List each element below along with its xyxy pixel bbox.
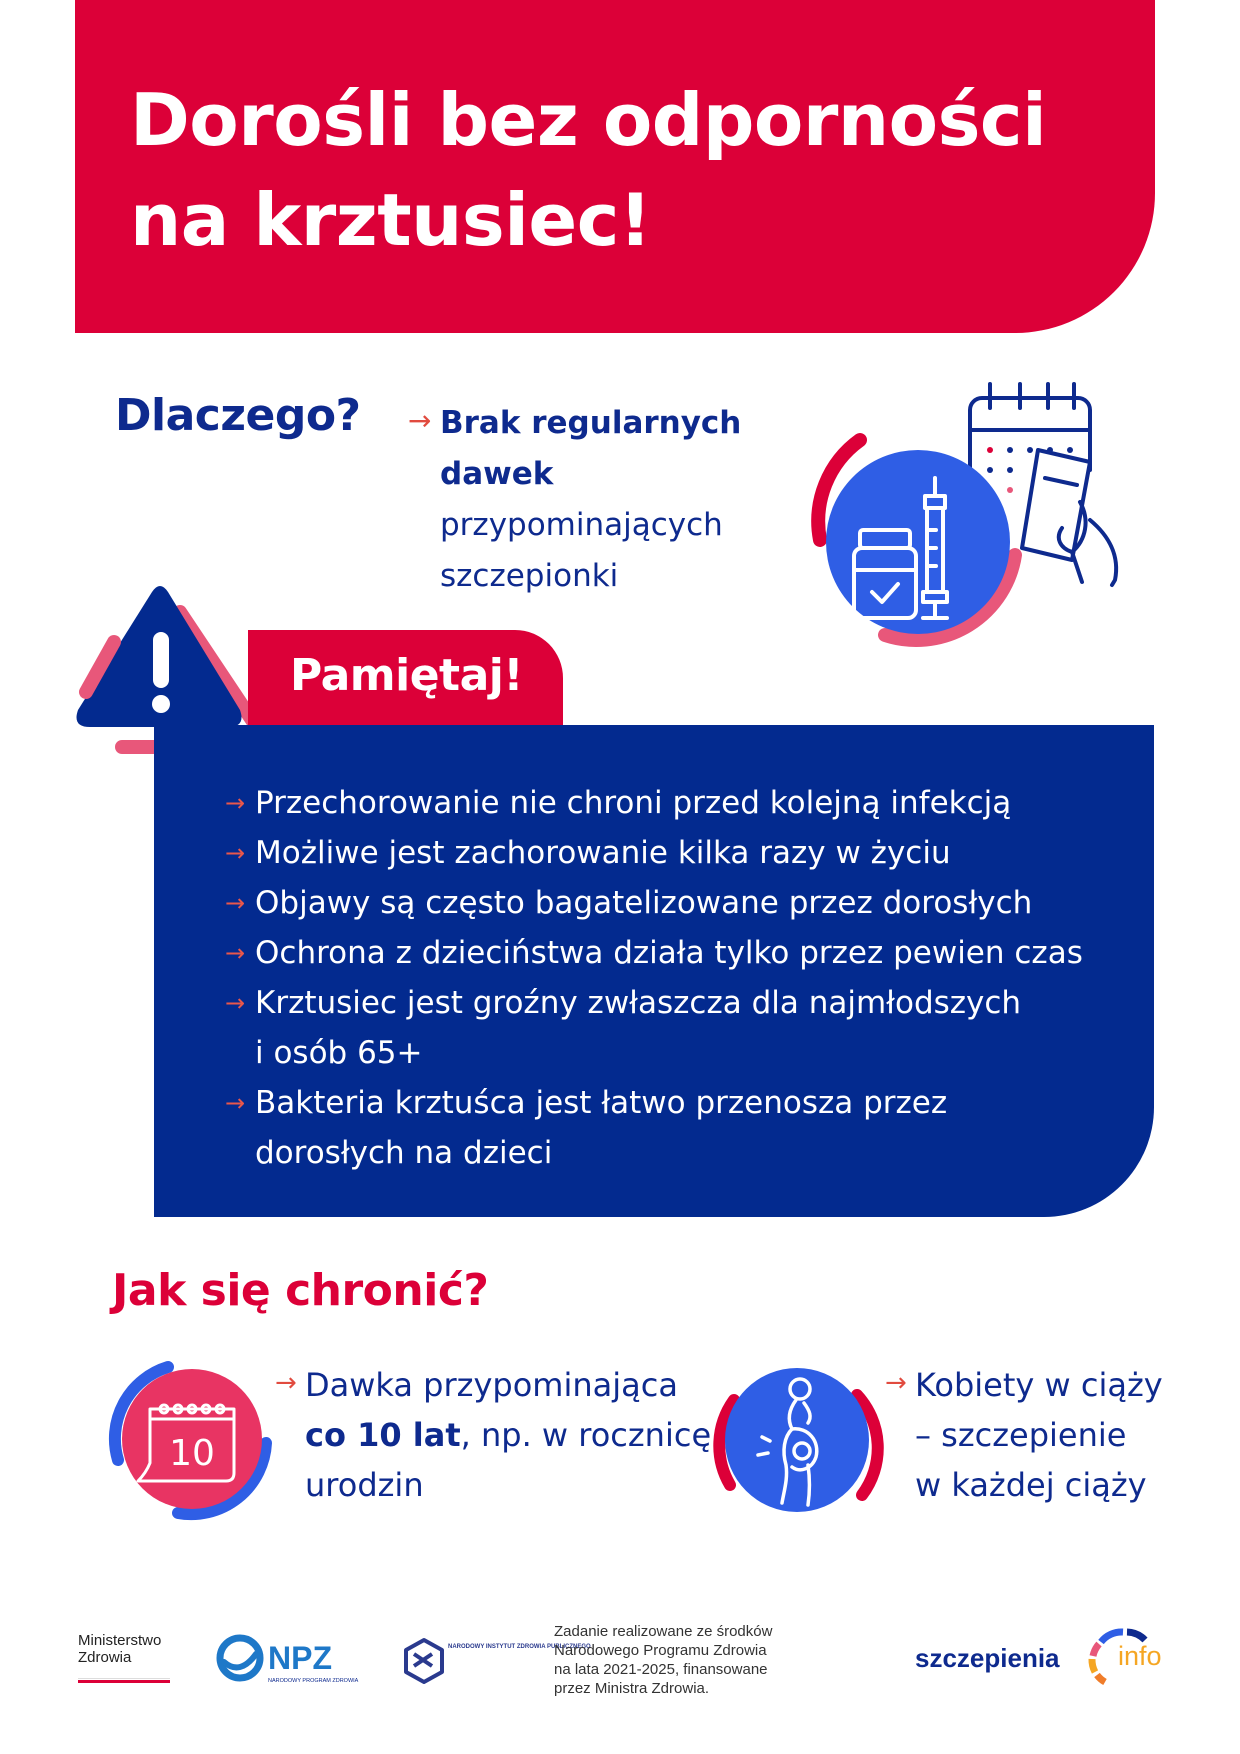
dose-line-1: Dawka przypominająca (305, 1366, 678, 1404)
vaccine-vial-syringe-icon (818, 440, 1015, 640)
szczepienia-word: szczepienia (915, 1643, 1060, 1673)
list-item (225, 778, 1125, 828)
arrow-icon: → (225, 1089, 246, 1117)
arrow-icon: → (275, 1368, 297, 1398)
list-item (225, 828, 1125, 878)
list-item (225, 1078, 1125, 1178)
ministry-line-2: Zdrowia (78, 1649, 132, 1666)
pregnancy-line-3: w każdej ciąży (915, 1466, 1147, 1504)
list-item-text: Możliwe jest zachorowanie kilka razy w życiu (255, 835, 951, 871)
why-heading: Dlaczego? (115, 390, 361, 441)
polish-flag-stripe (78, 1678, 170, 1683)
nizp-logo (402, 1636, 591, 1692)
pregnancy-line-2: – szczepienie (915, 1416, 1127, 1454)
nizp-logo-text: NARODOWY INSTYTUT ZDROWIA PUBLICZNEGO (448, 1644, 591, 1650)
why-line-2: dawek (440, 456, 554, 492)
info-word: info (1118, 1641, 1162, 1671)
list-item-text: Bakteria krztuśca jest łatwo przenosza przez (255, 1085, 948, 1121)
hand-document-icon (1022, 450, 1116, 585)
list-item-text: Przechorowanie nie chroni przed kolejną infekcją (255, 785, 1012, 821)
list-item (225, 878, 1125, 928)
dose-line-3: urodzin (305, 1466, 424, 1504)
calendar-10-icon (108, 1355, 273, 1520)
funding-note (554, 1622, 794, 1698)
page-title (130, 70, 1130, 270)
arrow-icon: → (225, 789, 246, 817)
calendar-number: 10 (169, 1433, 215, 1474)
funding-line-1: Zadanie realizowane ze środków (554, 1623, 773, 1640)
list-item (225, 928, 1125, 978)
vaccine-illustration (790, 370, 1150, 670)
dose-line-2-bold: co 10 lat (305, 1416, 461, 1454)
title-line-2: na krztusiec! (130, 178, 652, 262)
funding-line-2: Narodowego Programu Zdrowia (554, 1642, 767, 1659)
list-item-text: Objawy są często bagatelizowane przez dorosłych (255, 885, 1033, 921)
list-item-text-continued: dorosłych na dzieci (255, 1135, 553, 1171)
list-item-text: Krztusiec jest groźny zwłaszcza dla najmłodszych (255, 985, 1022, 1021)
funding-line-4: przez Ministra Zdrowia. (554, 1680, 710, 1697)
ministry-logo (78, 1632, 178, 1683)
protect-heading: Jak się chronić? (112, 1265, 489, 1316)
pregnancy-text (915, 1360, 1215, 1510)
dose-text (305, 1360, 725, 1510)
title-line-1: Dorośli bez odporności (130, 78, 1047, 162)
why-line-3: przypominających (440, 507, 723, 543)
npz-logo (216, 1632, 366, 1692)
ministry-line-1: Ministerstwo (78, 1632, 162, 1649)
arrow-icon: → (885, 1368, 907, 1398)
arrow-icon: → (225, 889, 246, 917)
remember-list (225, 778, 1125, 1178)
funding-line-3: na lata 2021-2025, finansowane (554, 1661, 768, 1678)
arrow-icon: → (225, 839, 246, 867)
arrow-icon: → (225, 989, 246, 1017)
list-item-text: Ochrona z dzieciństwa działa tylko przez pewien czas (255, 935, 1083, 971)
arrow-icon: → (408, 404, 432, 437)
npz-subtitle: NARODOWY PROGRAM ZDROWIA (268, 1678, 359, 1684)
npz-logo-text: NPZ (268, 1640, 332, 1676)
why-line-1: Brak regularnych (440, 405, 742, 441)
remember-label: Pamiętaj! (290, 650, 523, 701)
pregnant-woman-icon (712, 1355, 882, 1525)
list-item (225, 978, 1125, 1078)
dose-line-2-rest: , np. w rocznicę (460, 1416, 712, 1454)
arrow-icon: → (225, 939, 246, 967)
pregnancy-line-1: Kobiety w ciąży (915, 1366, 1163, 1404)
why-line-4: szczepionki (440, 558, 619, 594)
list-item-text-continued: i osób 65+ (255, 1035, 423, 1071)
why-text (440, 398, 780, 602)
